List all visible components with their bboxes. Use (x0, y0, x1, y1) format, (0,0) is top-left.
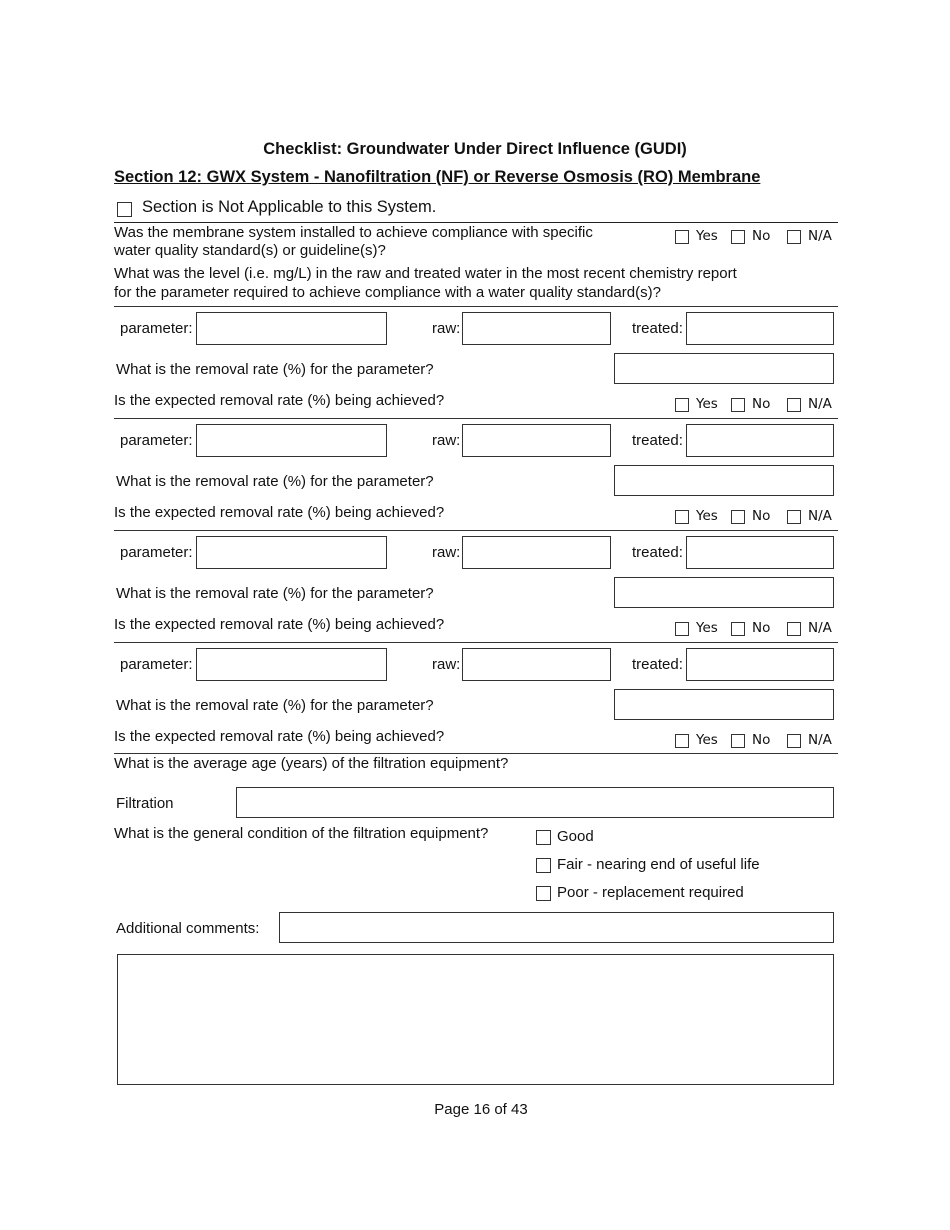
expected-yes-checkbox-1[interactable] (675, 398, 689, 412)
treated-input-3[interactable] (686, 536, 834, 569)
no-label: No (752, 396, 771, 412)
divider (114, 306, 838, 307)
parameter-label: parameter: (120, 544, 193, 561)
filtration-label: Filtration (116, 795, 174, 812)
divider (114, 418, 838, 419)
raw-label: raw: (432, 320, 461, 337)
parameter-input-3[interactable] (196, 536, 387, 569)
additional-comments-input[interactable] (279, 912, 834, 943)
page-title: Checklist: Groundwater Under Direct Influence (GUDI) (263, 140, 687, 158)
condition-poor-checkbox[interactable] (536, 886, 551, 901)
q1-no-checkbox[interactable] (731, 230, 745, 244)
section-title: Section 12: GWX System - Nanofiltration (NF) or Reverse Osmosis (RO) Membrane (114, 168, 761, 186)
divider (114, 642, 838, 643)
additional-comments-label: Additional comments: (116, 920, 260, 937)
expected-no-checkbox-3[interactable] (731, 622, 745, 636)
na-label: N/A (808, 396, 832, 412)
no-label: No (752, 508, 771, 524)
question-level-line2: for the parameter required to achieve compliance with a water quality standard(s)? (114, 284, 661, 301)
raw-input-2[interactable] (462, 424, 611, 457)
expected-no-checkbox-2[interactable] (731, 510, 745, 524)
no-label: No (752, 620, 771, 636)
treated-input-2[interactable] (686, 424, 834, 457)
condition-fair-label: Fair - nearing end of useful life (557, 856, 760, 873)
raw-label: raw: (432, 544, 461, 561)
no-label: No (752, 732, 771, 748)
divider (114, 222, 838, 223)
condition-fair-checkbox[interactable] (536, 858, 551, 873)
treated-label: treated: (632, 320, 683, 337)
removal-rate-input-1[interactable] (614, 353, 834, 384)
condition-good-label: Good (557, 828, 594, 845)
raw-label: raw: (432, 656, 461, 673)
expected-removal-question: Is the expected removal rate (%) being achieved? (114, 728, 445, 745)
expected-removal-question: Is the expected removal rate (%) being achieved? (114, 392, 445, 409)
expected-no-checkbox-1[interactable] (731, 398, 745, 412)
q1-yes-label: Yes (696, 228, 718, 244)
question-level-line1: What was the level (i.e. mg/L) in the raw and treated water in the most recent chemistry report (114, 265, 737, 282)
raw-label: raw: (432, 432, 461, 449)
na-label: N/A (808, 620, 832, 636)
parameter-label: parameter: (120, 320, 193, 337)
treated-label: treated: (632, 544, 683, 561)
parameter-input-1[interactable] (196, 312, 387, 345)
yes-label: Yes (696, 508, 718, 524)
filtration-condition-question: What is the general condition of the filtration equipment? (114, 825, 489, 842)
raw-input-1[interactable] (462, 312, 611, 345)
treated-label: treated: (632, 656, 683, 673)
expected-na-checkbox-1[interactable] (787, 398, 801, 412)
parameter-input-2[interactable] (196, 424, 387, 457)
page-number: Page 16 of 43 (434, 1101, 528, 1118)
removal-rate-question: What is the removal rate (%) for the parameter? (116, 473, 434, 490)
divider (114, 753, 838, 754)
yes-label: Yes (696, 396, 718, 412)
treated-label: treated: (632, 432, 683, 449)
q1-no-label: No (752, 228, 771, 244)
q1-na-checkbox[interactable] (787, 230, 801, 244)
comments-textarea[interactable] (117, 954, 834, 1085)
divider (114, 530, 838, 531)
expected-yes-checkbox-3[interactable] (675, 622, 689, 636)
question-membrane-compliance-line2: water quality standard(s) or guideline(s)? (114, 242, 386, 259)
expected-na-checkbox-2[interactable] (787, 510, 801, 524)
na-label: N/A (808, 732, 832, 748)
removal-rate-question: What is the removal rate (%) for the parameter? (116, 585, 434, 602)
removal-rate-question: What is the removal rate (%) for the parameter? (116, 697, 434, 714)
condition-poor-label: Poor - replacement required (557, 884, 744, 901)
removal-rate-question: What is the removal rate (%) for the parameter? (116, 361, 434, 378)
q1-na-label: N/A (808, 228, 832, 244)
expected-na-checkbox-4[interactable] (787, 734, 801, 748)
filtration-age-input[interactable] (236, 787, 834, 818)
parameter-input-4[interactable] (196, 648, 387, 681)
expected-na-checkbox-3[interactable] (787, 622, 801, 636)
condition-good-checkbox[interactable] (536, 830, 551, 845)
expected-yes-checkbox-4[interactable] (675, 734, 689, 748)
na-label: N/A (808, 508, 832, 524)
parameter-label: parameter: (120, 432, 193, 449)
yes-label: Yes (696, 732, 718, 748)
question-membrane-compliance-line1: Was the membrane system installed to achieve compliance with specific (114, 224, 593, 241)
not-applicable-label: Section is Not Applicable to this System. (142, 198, 437, 216)
raw-input-3[interactable] (462, 536, 611, 569)
treated-input-1[interactable] (686, 312, 834, 345)
expected-removal-question: Is the expected removal rate (%) being achieved? (114, 504, 445, 521)
not-applicable-checkbox[interactable] (117, 202, 132, 217)
removal-rate-input-4[interactable] (614, 689, 834, 720)
expected-removal-question: Is the expected removal rate (%) being achieved? (114, 616, 445, 633)
raw-input-4[interactable] (462, 648, 611, 681)
expected-yes-checkbox-2[interactable] (675, 510, 689, 524)
q1-yes-checkbox[interactable] (675, 230, 689, 244)
removal-rate-input-3[interactable] (614, 577, 834, 608)
expected-no-checkbox-4[interactable] (731, 734, 745, 748)
parameter-label: parameter: (120, 656, 193, 673)
treated-input-4[interactable] (686, 648, 834, 681)
filtration-age-question: What is the average age (years) of the filtration equipment? (114, 755, 509, 772)
yes-label: Yes (696, 620, 718, 636)
removal-rate-input-2[interactable] (614, 465, 834, 496)
